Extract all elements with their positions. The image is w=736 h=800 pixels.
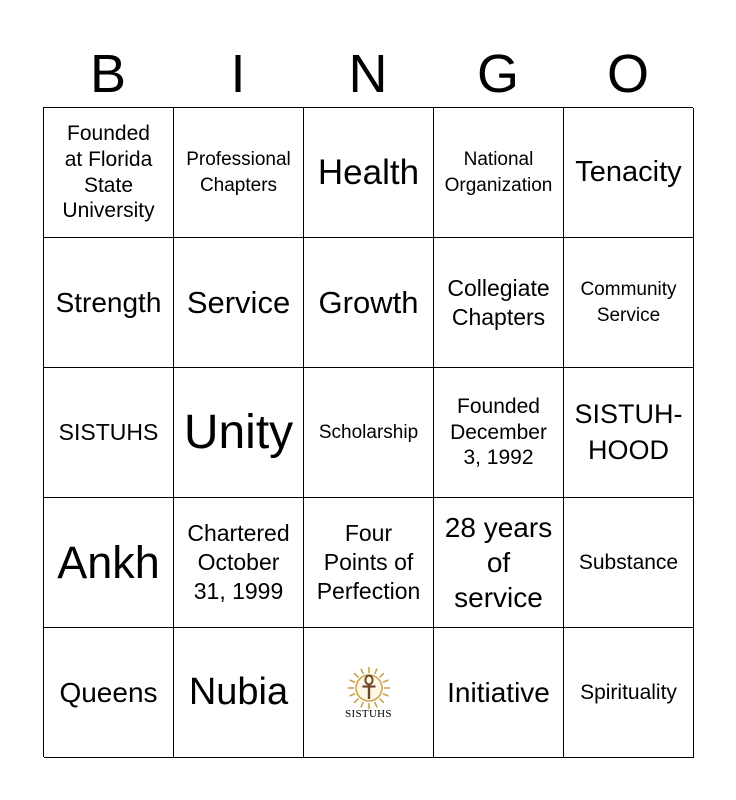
bingo-cell[interactable] — [174, 498, 304, 628]
cell-label: Strength — [55, 287, 162, 318]
cell-label: Substance — [578, 550, 679, 574]
cell-label: Professional Chapters — [186, 148, 291, 196]
cell-label: Scholarship — [318, 421, 419, 443]
bingo-cell[interactable] — [564, 238, 694, 368]
cell-label: Tenacity — [575, 156, 682, 189]
bingo-board — [43, 107, 693, 757]
ankh-sun-icon — [345, 666, 393, 710]
bingo-cell[interactable] — [564, 628, 694, 758]
cell-label: Spirituality — [580, 680, 677, 704]
bingo-cell[interactable] — [174, 368, 304, 498]
bingo-cell[interactable] — [434, 238, 564, 368]
bingo-cell[interactable] — [174, 628, 304, 758]
sistuhs-logo — [345, 666, 393, 720]
bingo-cell[interactable] — [44, 238, 174, 368]
cell-label: Queens — [59, 677, 158, 708]
cell-label: Founded December 3, 1992 — [450, 395, 547, 470]
bingo-cell[interactable] — [434, 628, 564, 758]
bingo-cell[interactable] — [434, 108, 564, 238]
bingo-cell[interactable] — [44, 108, 174, 238]
bingo-cell[interactable] — [304, 498, 434, 628]
cell-label: SISTUH- HOOD — [574, 398, 683, 465]
bingo-cell[interactable] — [174, 108, 304, 238]
cell-label: Health — [317, 152, 420, 192]
cell-label: Initiative — [447, 677, 550, 708]
header-letter-b: B — [89, 44, 127, 104]
cell-label: Ankh — [57, 536, 160, 588]
bingo-cell[interactable] — [44, 628, 174, 758]
cell-label: Nubia — [188, 670, 289, 713]
logo-caption: SISTUHS — [345, 707, 392, 720]
bingo-cell[interactable] — [304, 108, 434, 238]
bingo-cell[interactable] — [564, 498, 694, 628]
bingo-cell[interactable] — [44, 498, 174, 628]
header-letter-i: I — [230, 44, 246, 104]
cell-label: 28 years of service — [444, 512, 553, 613]
cell-label: Community Service — [580, 278, 677, 326]
bingo-cell[interactable] — [174, 238, 304, 368]
cell-label: SISTUHS — [58, 419, 159, 446]
header-letter-g: G — [476, 44, 519, 104]
bingo-cell[interactable] — [434, 498, 564, 628]
bingo-cell[interactable] — [564, 108, 694, 238]
cell-label: Growth — [318, 284, 419, 320]
bingo-cell[interactable] — [44, 368, 174, 498]
cell-label: National Organization — [444, 148, 553, 196]
cell-label: Unity — [183, 405, 294, 459]
cell-label: Collegiate Chapters — [447, 274, 550, 330]
bingo-cell-logo[interactable] — [304, 628, 434, 758]
bingo-cell[interactable] — [564, 368, 694, 498]
cell-label: Founded at Florida State University — [62, 122, 155, 223]
bingo-cell[interactable] — [434, 368, 564, 498]
cell-label: Four Points of Perfection — [316, 520, 421, 604]
header-letter-n: N — [348, 44, 388, 104]
cell-label: Chartered October 31, 1999 — [187, 520, 290, 604]
bingo-cell[interactable] — [304, 238, 434, 368]
header-letter-o: O — [606, 44, 649, 104]
bingo-cell[interactable] — [304, 368, 434, 498]
bingo-header — [43, 40, 693, 108]
cell-label: Service — [186, 284, 291, 320]
